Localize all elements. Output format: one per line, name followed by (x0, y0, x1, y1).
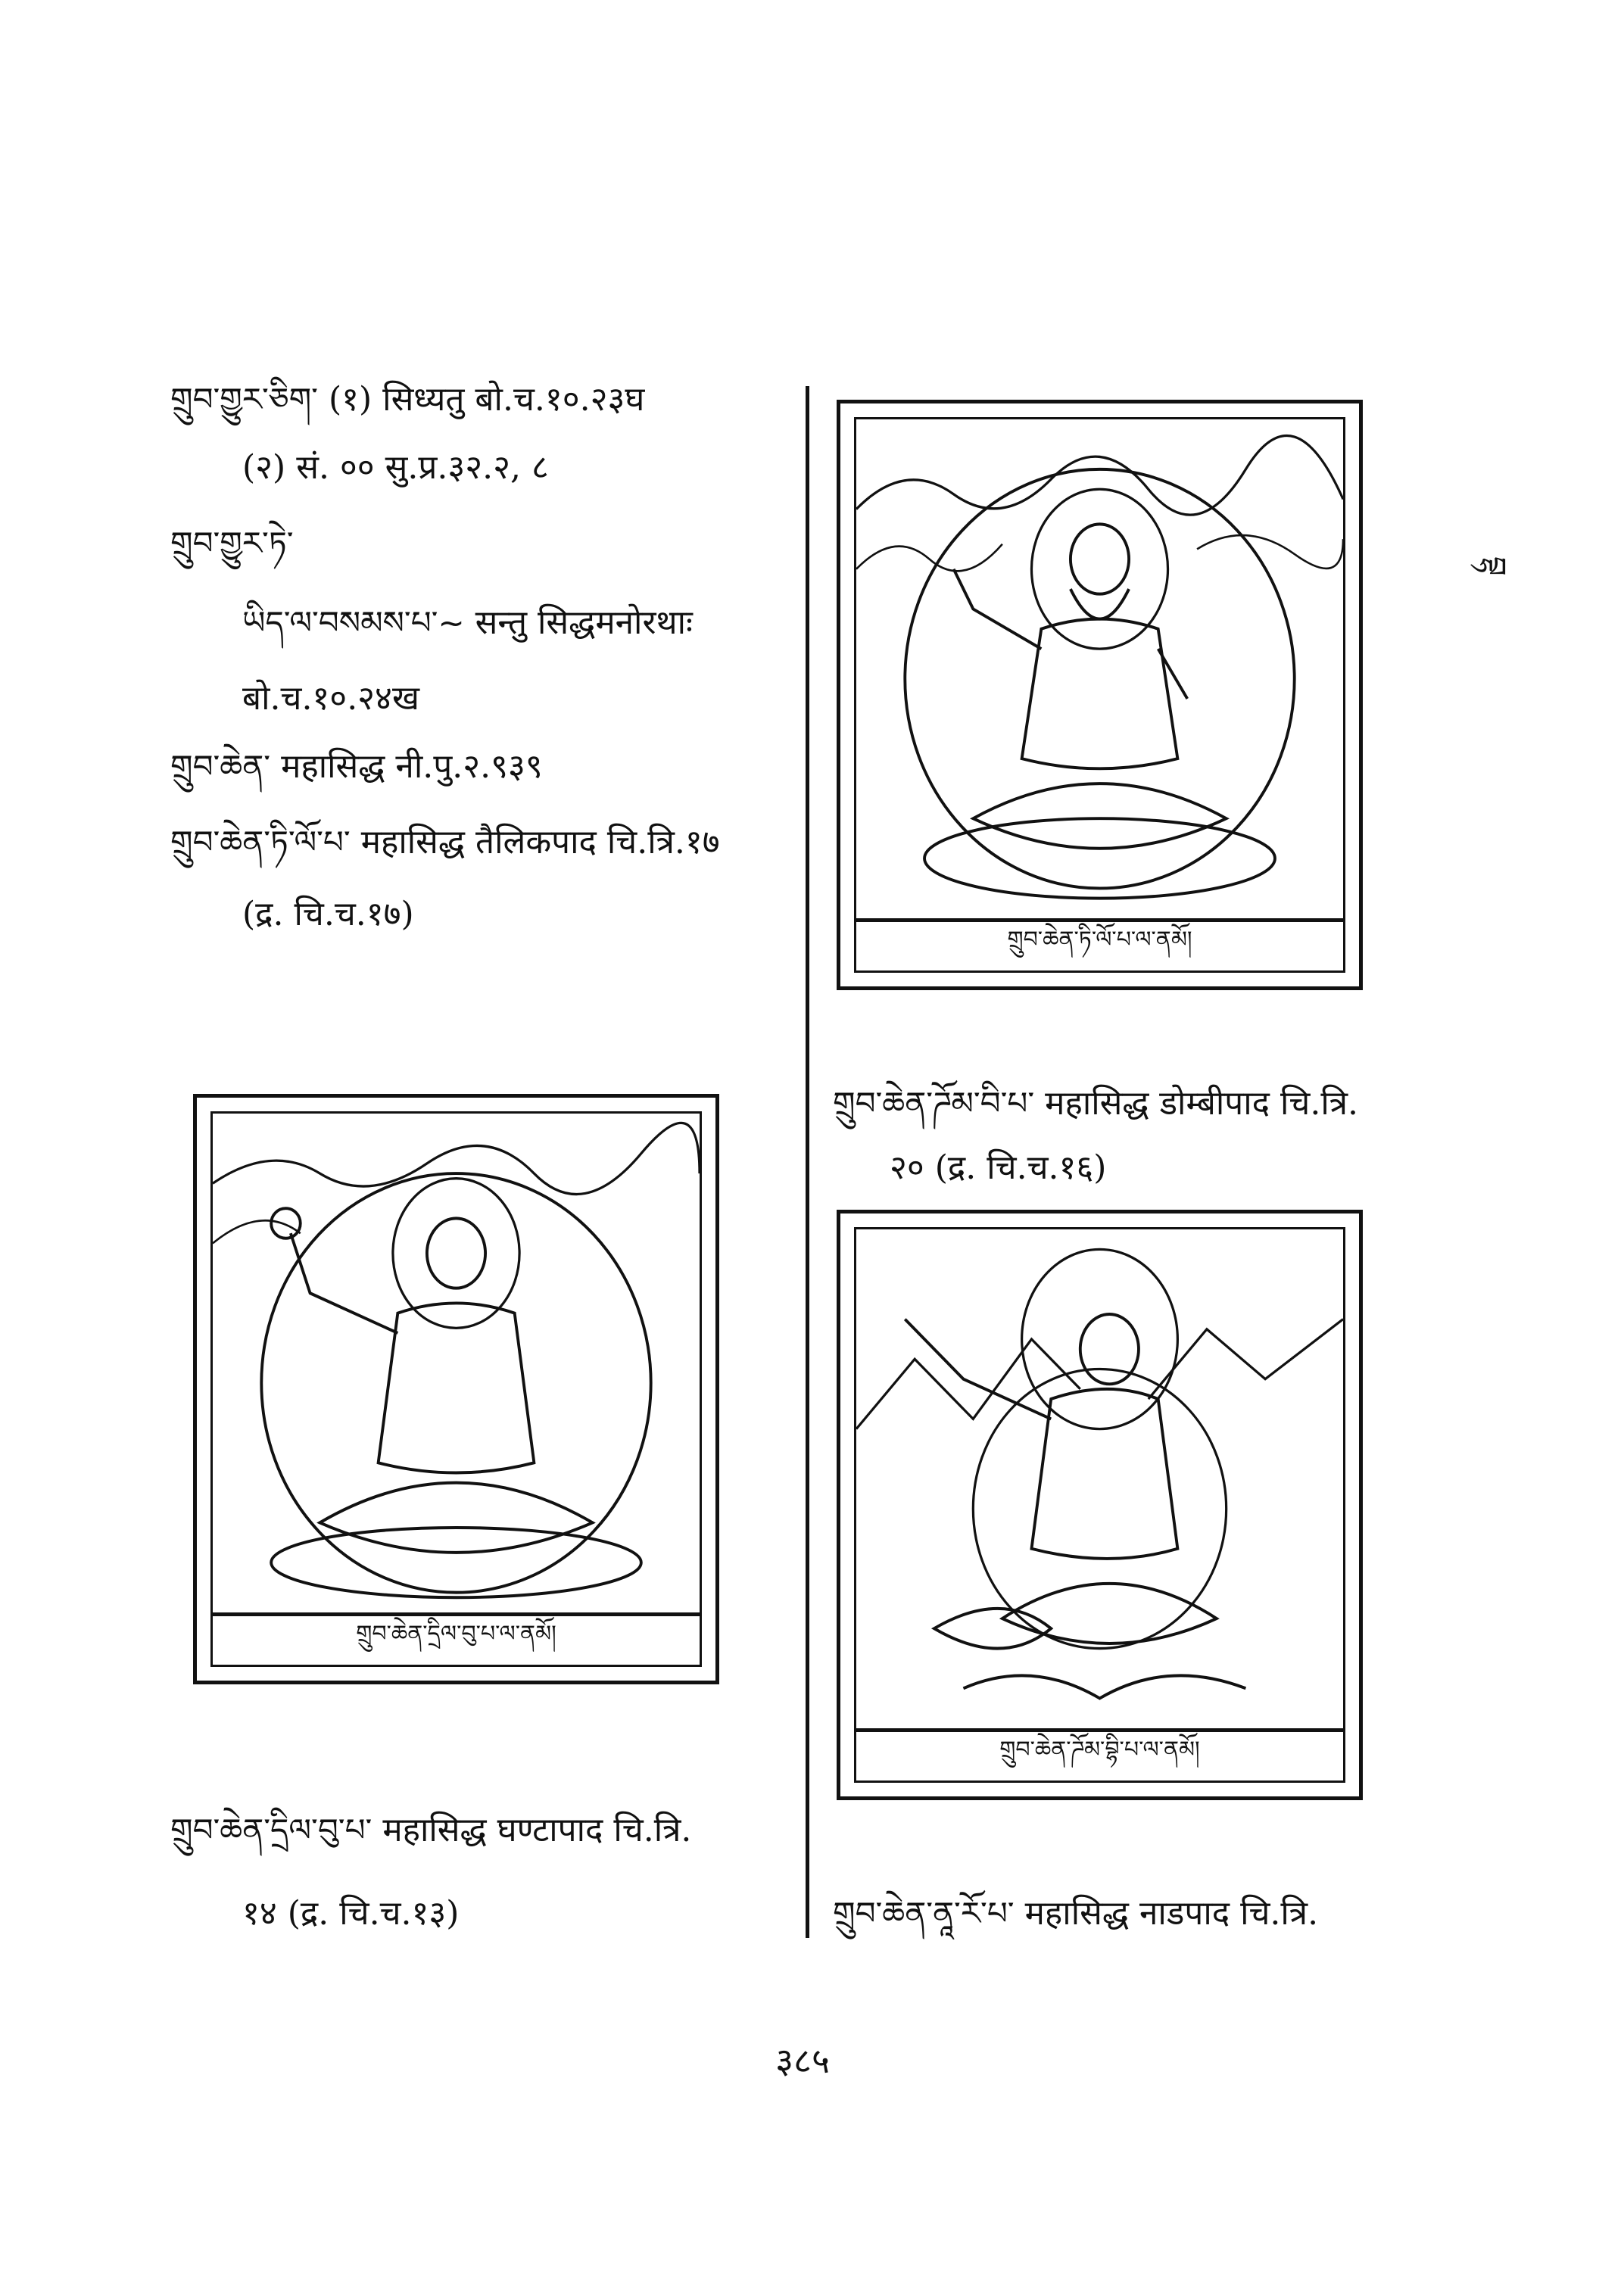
column-divider (806, 386, 809, 1938)
margin-mark: བྷ (1477, 556, 1512, 576)
figure-drilbupa (193, 1094, 719, 1684)
entry-sanskrit: महासिद्ध नी.पु.२.९३९ (281, 747, 543, 786)
figure-caption: གྲུབ་ཆེན་ཌོམ་བྷི་པ་ལ་ནམོ། (854, 1730, 1345, 1783)
entry-tibetan: གྲུབ་ཆེན་དྲིལ་བུ་པ་ (170, 1812, 372, 1849)
entry-dombipa-ref (890, 1147, 1106, 1189)
figure-illustration (854, 1227, 1345, 1731)
entry-sanskrit: सन्तु सिद्धमनोरथाः (475, 603, 693, 642)
entry-sanskrit: महासिद्ध घण्टापाद चि.त्रि. (382, 1811, 692, 1849)
entry-tibetan: གྲུབ་གྱུར་ཅིག་ (170, 381, 318, 418)
siddha-drawing (856, 1229, 1343, 1728)
entry-sanskrit: १४ (द्र. चि.च.१३) (242, 1894, 460, 1933)
entry-tibetan: གྲུབ་ཆེན་ (170, 748, 271, 785)
entry-tibetan: ཡིད་ལ་བསམས་པ་~ (242, 604, 465, 641)
page-number: ३८५ (775, 2040, 830, 2081)
entry-tibetan: གྲུབ་ཆེན་ནཱ་རོ་པ་ (833, 1895, 1015, 1932)
entry-tibetan: གྲུབ་ཆེན་ཏི་ལོ་པ་ (170, 824, 351, 861)
entry-tibetan: གྲུབ་གྱུར་ཏེ་ (170, 525, 294, 562)
entry-drilbupa-ref (242, 1893, 459, 1934)
entry-tilopa-ref (242, 893, 414, 935)
entry-grub-gyur-cig (170, 379, 644, 420)
figure-caption: གྲུབ་ཆེན་དྲིལ་བུ་པ་ལ་ནམོ། (210, 1614, 702, 1667)
entry-sub-2 (242, 447, 549, 488)
siddha-drawing (213, 1114, 700, 1612)
entry-grub-gyur-te (170, 522, 294, 564)
figure-caption: གྲུབ་ཆེན་ཏི་ལོ་པ་ལ་ནམོ། (854, 920, 1345, 973)
entry-sanskrit: महासिद्ध नाडपाद चि.त्रि. (1024, 1894, 1319, 1933)
entry-sanskrit: २० (द्र. चि.च.१६) (890, 1148, 1107, 1187)
entry-yid-la-bsams (242, 602, 693, 643)
figure-dombipa (837, 1210, 1363, 1800)
entry-sanskrit: (२) सं. ०० सु.प्र.३२.२, ८ (242, 448, 549, 487)
entry-sanskrit: (द्र. चि.च.१७) (242, 895, 414, 933)
entry-sanskrit: (१) सिध्यतु बो.च.१०.२३घ (328, 380, 645, 419)
entry-grub-chen-tilopa (170, 821, 720, 863)
entry-sanskrit: महासिद्ध तैलिकपाद चि.त्रि.१७ (360, 823, 720, 861)
figure-illustration (210, 1111, 702, 1615)
siddha-drawing (856, 419, 1343, 918)
entry-sanskrit: महासिद्ध डोम्बीपाद चि.त्रि. (1045, 1084, 1358, 1123)
entry-tibetan: གྲུབ་ཆེན་ཌོམ་བི་པ་ (833, 1085, 1035, 1122)
entry-bo-ca-ref (242, 678, 419, 719)
entry-grub-chen-drilbupa (170, 1809, 691, 1851)
entry-sanskrit: बो.च.१०.२४ख (242, 679, 419, 718)
entry-grub-chen-naropa (833, 1893, 1318, 1934)
figure-illustration (854, 417, 1345, 921)
entry-grub-chen (170, 746, 543, 787)
entry-grub-chen-dombipa (833, 1083, 1358, 1124)
figure-tilopa (837, 400, 1363, 990)
